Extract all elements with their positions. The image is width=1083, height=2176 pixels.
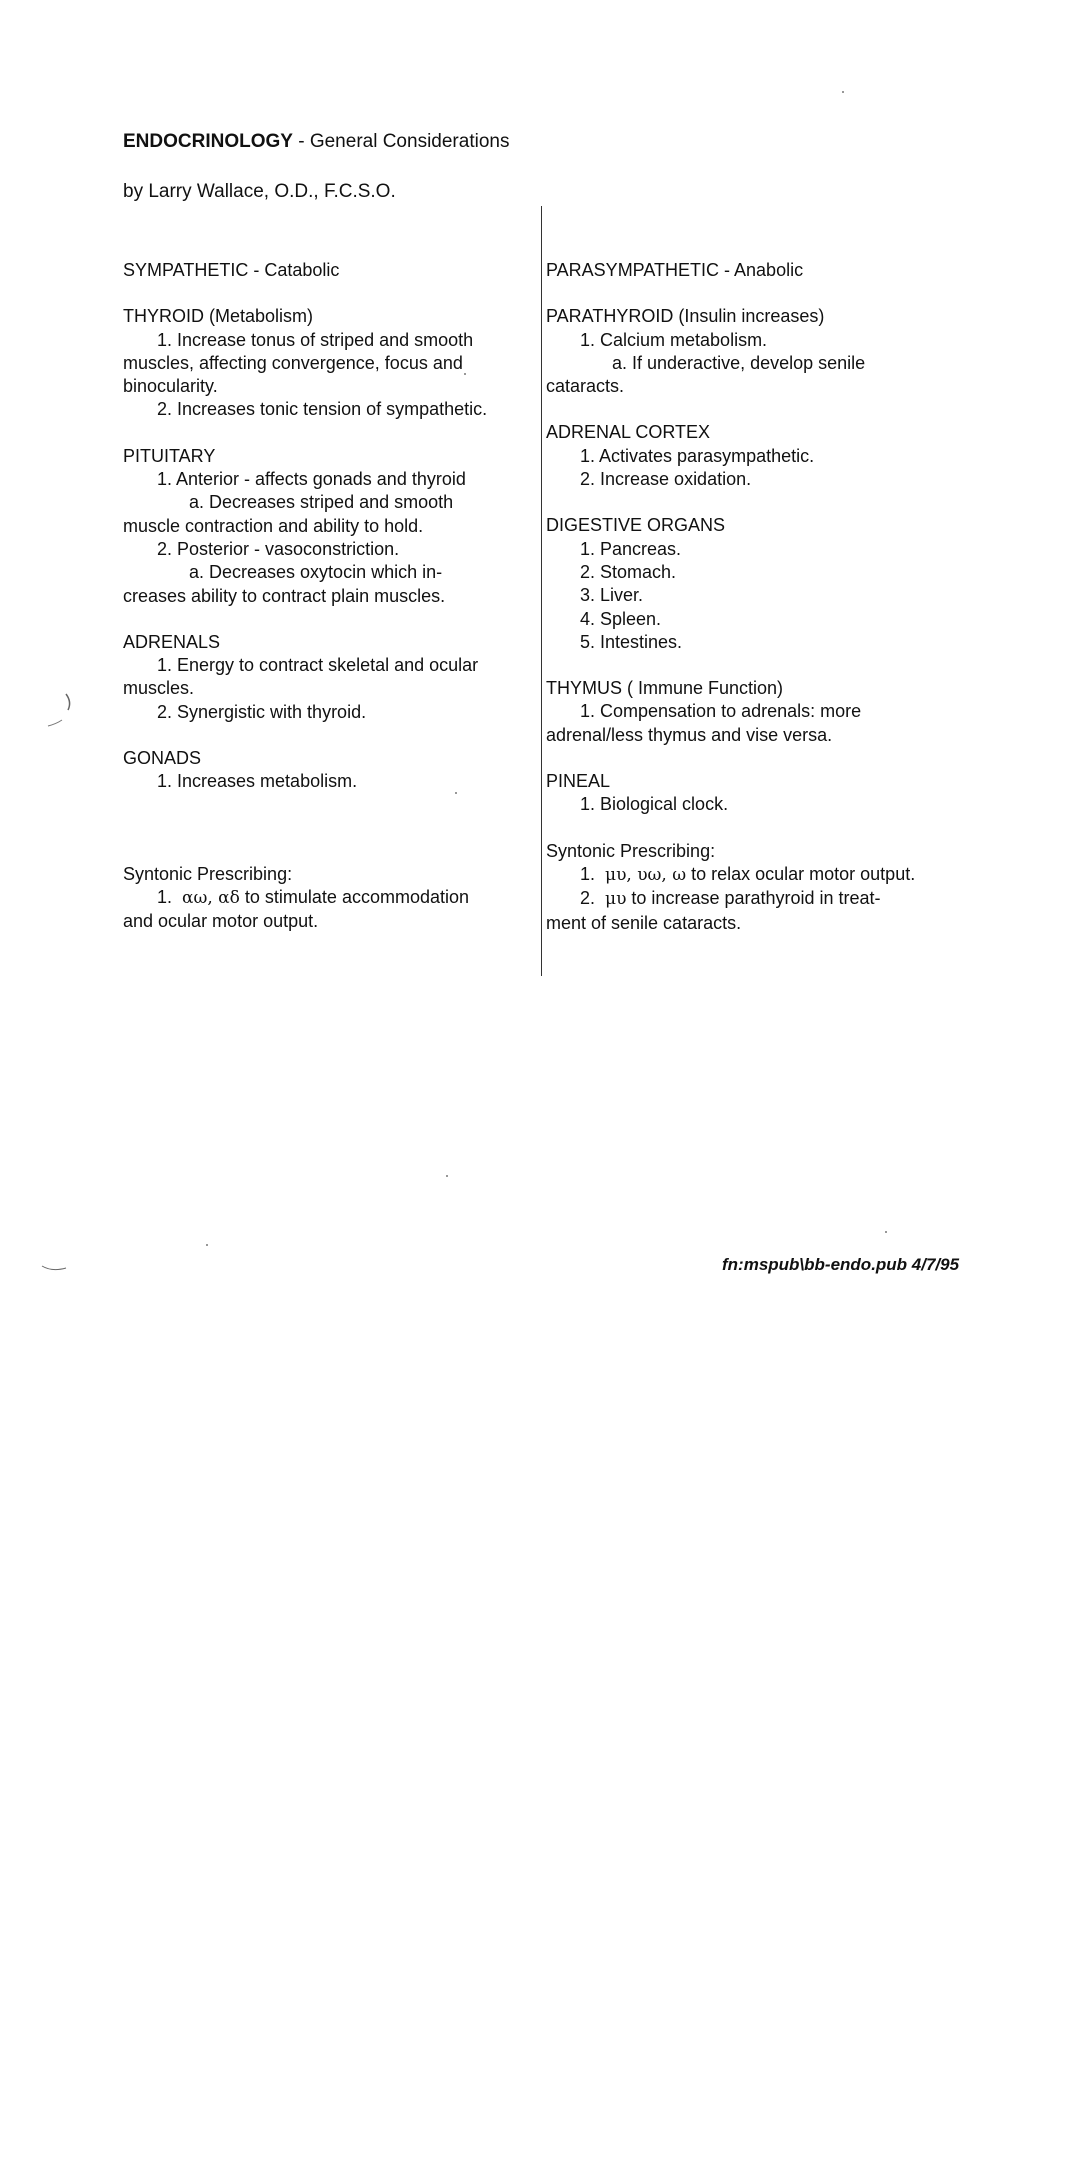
parathyroid-heading: PARATHYROID (Insulin increases) — [546, 306, 825, 327]
adrenal-cortex-item-1: 1. Activates parasympathetic. — [580, 445, 815, 466]
adrenals-item-1: 1. Energy to contract skeletal and ocular — [157, 655, 479, 676]
parathyroid-item-1a: a. If underactive, develop senile — [612, 352, 866, 373]
right-syntonic-text-2: to increase parathyroid in treat- — [626, 888, 881, 909]
parathyroid-item-1a-cont: cataracts. — [546, 376, 625, 397]
thymus-item-1-cont: adrenal/less thymus and vise versa. — [546, 724, 833, 745]
digestive-item: 1. Pancreas. — [580, 538, 682, 559]
gonads-heading: GONADS — [123, 748, 202, 769]
gonads-item-1: 1. Increases metabolism. — [157, 771, 358, 792]
digestive-item: 5. Intestines. — [580, 631, 683, 652]
adrenals-heading: ADRENALS — [123, 631, 221, 652]
adrenals-item-1-cont: muscles. — [123, 678, 195, 699]
adrenal-cortex-heading: ADRENAL CORTEX — [546, 422, 711, 443]
right-syntonic-num-1: 1. — [580, 863, 596, 884]
adrenal-cortex-item-2: 2. Increase oxidation. — [580, 469, 752, 490]
left-syntonic-item-1 — [123, 886, 535, 910]
left-syntonic-text: to stimulate accommodation — [239, 886, 470, 907]
scan-speck — [206, 1244, 208, 1246]
pineal-heading: PINEAL — [546, 771, 611, 792]
scan-mark — [40, 1262, 70, 1274]
digestive-heading: DIGESTIVE ORGANS — [546, 515, 726, 536]
thymus-heading: THYMUS ( Immune Function) — [546, 678, 784, 699]
left-syntonic-num: 1. — [157, 886, 173, 907]
scan-speck — [885, 1231, 887, 1233]
right-column — [546, 259, 966, 935]
author-line: by Larry Wallace, O.D., F.C.S.O. — [123, 181, 396, 202]
right-syntonic-item-1 — [546, 863, 966, 887]
thymus-item-1: 1. Compensation to adrenals: more — [580, 701, 862, 722]
right-syntonic-greek-1: μυ, υω, ω — [605, 864, 687, 885]
right-syntonic-text-1: to relax ocular motor output. — [686, 863, 916, 884]
scan-speck — [842, 91, 844, 93]
pituitary-heading: PITUITARY — [123, 445, 216, 466]
pineal-item-1: 1. Biological clock. — [580, 794, 729, 815]
scan-mark — [40, 690, 80, 730]
adrenals-item-2: 2. Synergistic with thyroid. — [157, 701, 367, 722]
thyroid-item-1: 1. Increase tonus of striped and smooth — [157, 329, 474, 350]
digestive-item: 3. Liver. — [580, 585, 644, 606]
pituitary-item-1a: a. Decreases striped and smooth — [189, 492, 454, 513]
scan-speck — [464, 373, 466, 375]
scan-speck — [446, 1175, 448, 1177]
thyroid-item-2: 2. Increases tonic tension of sympathetic. — [157, 399, 488, 420]
left-column — [123, 259, 535, 934]
right-syntonic-item-2 — [546, 887, 966, 911]
parathyroid-item-1: 1. Calcium metabolism. — [580, 329, 768, 350]
thyroid-heading: THYROID (Metabolism) — [123, 306, 314, 327]
thyroid-item-1-cont2: binocularity. — [123, 376, 218, 397]
left-syntonic-item-1-cont: and ocular motor output. — [123, 911, 319, 932]
scan-speck — [455, 792, 457, 794]
pituitary-item-2a-cont: creases ability to contract plain muscles. — [123, 585, 446, 606]
right-syntonic-item-2-cont: ment of senile cataracts. — [546, 912, 742, 933]
right-syntonic-num-2: 2. — [580, 888, 596, 909]
right-syntonic-heading: Syntonic Prescribing: — [546, 840, 716, 861]
pituitary-item-2a: a. Decreases oxytocin which in- — [189, 562, 443, 583]
column-divider — [541, 206, 542, 976]
pituitary-item-1a-cont: muscle contraction and ability to hold. — [123, 515, 424, 536]
file-reference-footer: fn:mspub\bb-endo.pub 4/7/95 — [722, 1255, 960, 1274]
left-syntonic-greek: αω, αδ — [182, 887, 240, 908]
right-heading: PARASYMPATHETIC - Anabolic — [546, 260, 804, 280]
pituitary-item-1: 1. Anterior - affects gonads and thyroid — [157, 469, 466, 490]
digestive-item: 2. Stomach. — [580, 561, 677, 582]
title-bold: ENDOCRINOLOGY — [123, 131, 293, 152]
pituitary-item-2: 2. Posterior - vasoconstriction. — [157, 538, 400, 559]
left-syntonic-heading: Syntonic Prescribing: — [123, 863, 293, 884]
digestive-item: 4. Spleen. — [580, 608, 662, 629]
title-rest: - General Considerations — [292, 131, 510, 152]
thyroid-item-1-cont: muscles, affecting convergence, focus and — [123, 352, 463, 373]
page-title — [123, 131, 509, 153]
right-syntonic-greek-2: μυ — [605, 889, 627, 910]
left-heading: SYMPATHETIC - Catabolic — [123, 260, 340, 280]
